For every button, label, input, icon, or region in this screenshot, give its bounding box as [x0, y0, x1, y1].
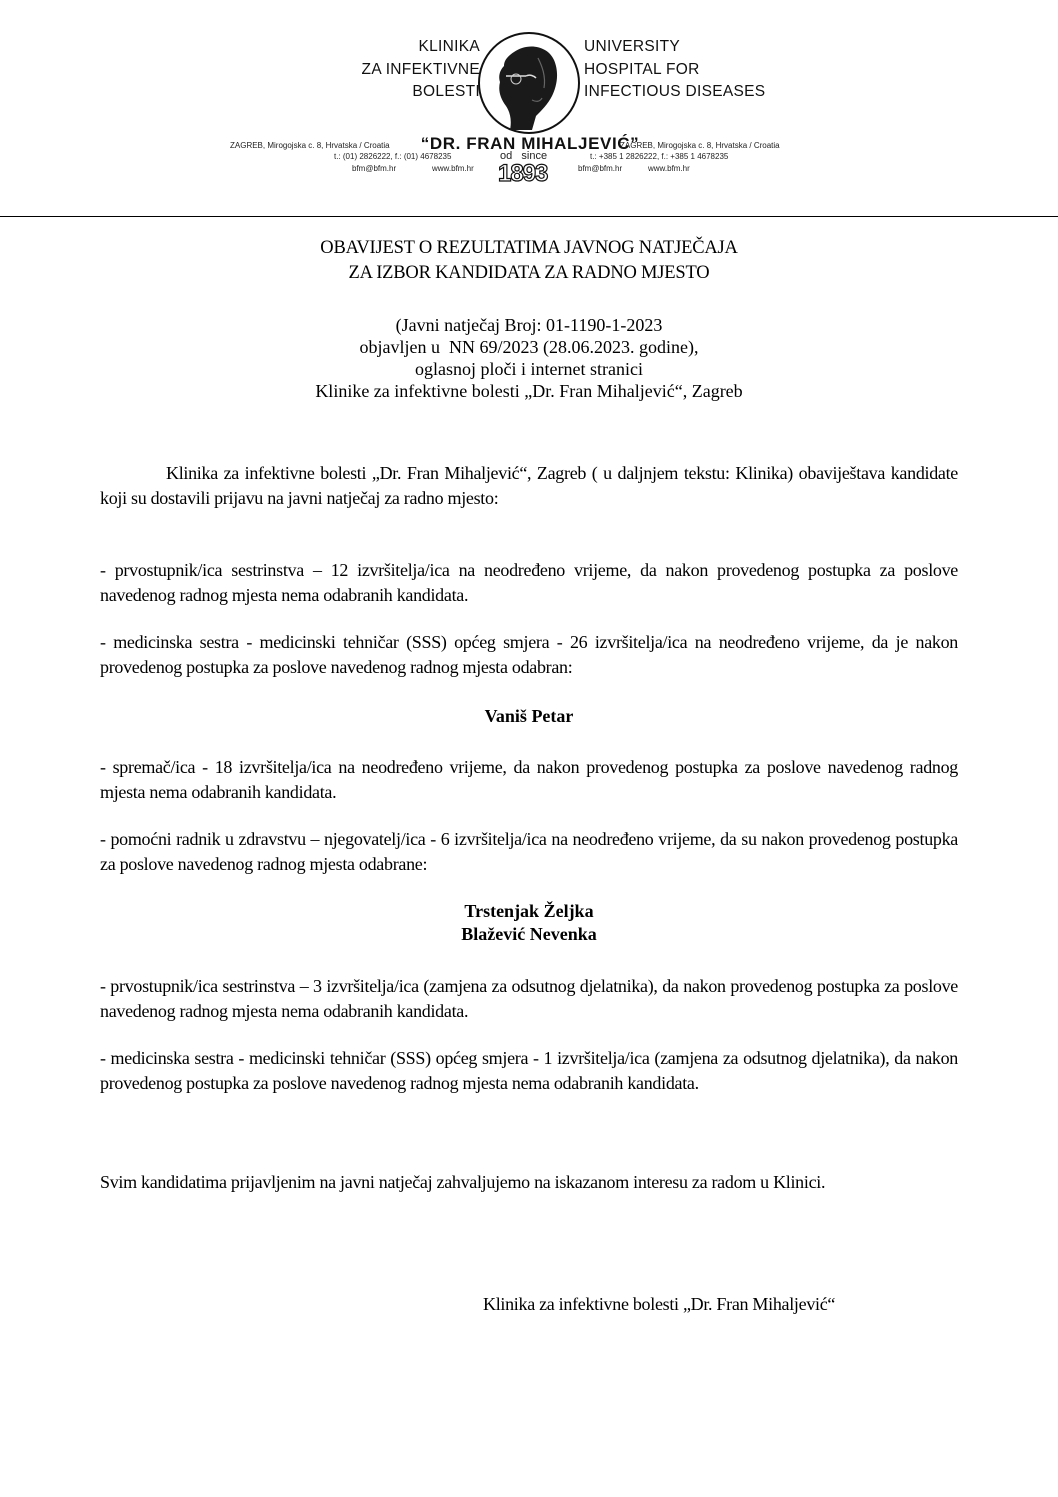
closing-paragraph: Svim kandidatima prijavljenim na javni natječaj zahvaljujemo na iskazanom interesu za radom u Klinici. — [100, 1172, 826, 1192]
tender-reference — [100, 314, 958, 402]
founding-year: 1893 — [498, 160, 548, 187]
since-label: od since — [500, 150, 548, 162]
letterhead-left-line: BOLESTI — [412, 83, 480, 100]
document-title — [100, 236, 958, 286]
position-item: - pomoćni radnik u zdravstvu – njegovatelj/ica - 6 izvršitelja/ica na neodređeno vrijeme, da su nakon provedenog postupka za poslove navedenog radnog mjesta odabrane: — [100, 829, 958, 874]
web-right: www.bfm.hr — [648, 164, 690, 173]
title-line: OBAVIJEST O REZULTATIMA JAVNOG NATJEČAJA — [320, 238, 738, 258]
position-item: - spremač/ica - 18 izvršitelja/ica na neodređeno vrijeme, da nakon provedenog postupka za poslove navedenog radnog mjesta nema odabranih kandidata. — [100, 757, 958, 802]
letterhead-left-line: ZA INFEKTIVNE — [361, 60, 480, 78]
letterhead-right-line: HOSPITAL FOR — [584, 60, 700, 78]
position-item: - medicinska sestra - medicinski tehničar (SSS) općeg smjera - 1 izvršitelja/ica (zamjena za odsutnog djelatnika), da nakon provedenog postupka za poslove navedenog radnog mjesta nema odabranih kandidata. — [100, 1048, 958, 1093]
web-left: www.bfm.hr — [432, 164, 474, 173]
address-left: ZAGREB, Mirogojska c. 8, Hrvatska / Croatia — [230, 141, 390, 150]
selected-candidate: Trstenjak Željka — [464, 901, 594, 921]
reference-line: oglasnoj ploči i internet stranici — [415, 359, 643, 379]
reference-line: objavljen u NN 69/2023 (28.06.2023. godine), — [359, 337, 699, 357]
reference-line: (Javni natječaj Broj: 01-1190-1-2023 — [395, 315, 663, 335]
position-item: - prvostupnik/ica sestrinstva – 3 izvršitelja/ica (zamjena za odsutnog djelatnika), da nakon provedenog postupka za poslove navedenog radnog mjesta nema odabranih kandidata. — [100, 976, 958, 1021]
letterhead-name-english — [584, 36, 844, 104]
founder-name: “DR. FRAN MIHALJEVIĆ” — [420, 134, 640, 153]
letterhead-left-line: KLINIKA — [418, 38, 480, 55]
header-divider — [0, 216, 1058, 217]
address-right: ZAGREB, Mirogojska c. 8, Hrvatska / Croatia — [620, 141, 780, 150]
letterhead-right-line: UNIVERSITY — [584, 38, 681, 55]
phone-left: t.: (01) 2826222, f.: (01) 4678235 — [334, 152, 452, 161]
reference-line: Klinike za infektivne bolesti „Dr. Fran Mihaljević“, Zagreb — [315, 381, 743, 401]
position-item: - medicinska sestra - medicinski tehničar (SSS) općeg smjera - 26 izvršitelja/ica na neodređeno vrijeme, da je nakon provedenog postupka za poslove navedenog radnog mjesta odabran: — [100, 632, 958, 677]
signature: Klinika za infektivne bolesti „Dr. Fran Mihaljević“ — [483, 1294, 836, 1314]
intro-paragraph: Klinika za infektivne bolesti „Dr. Fran Mihaljević“, Zagreb ( u daljnjem tekstu: Klinika) obaviještava kandidate koji su dostavili prijavu na javni natječaj za radno mjesto: — [100, 463, 958, 508]
email-left: bfm@bfm.hr — [352, 164, 397, 173]
selected-candidate: Blažević Nevenka — [461, 924, 597, 944]
portrait-seal-icon — [476, 30, 582, 136]
title-line: ZA IZBOR KANDIDATA ZA RADNO MJESTO — [348, 263, 710, 283]
letterhead-right-line: INFECTIOUS DISEASES — [584, 83, 766, 100]
position-item: - prvostupnik/ica sestrinstva – 12 izvršitelja/ica na neodređeno vrijeme, da nakon provedenog postupka za poslove navedenog radnog mjesta nema odabranih kandidata. — [100, 560, 958, 605]
phone-right: t.: +385 1 2826222, f.: +385 1 4678235 — [590, 152, 729, 161]
letterhead-name-croatian — [300, 36, 480, 104]
email-right: bfm@bfm.hr — [578, 164, 623, 173]
selected-candidate: Vaniš Petar — [484, 706, 574, 726]
